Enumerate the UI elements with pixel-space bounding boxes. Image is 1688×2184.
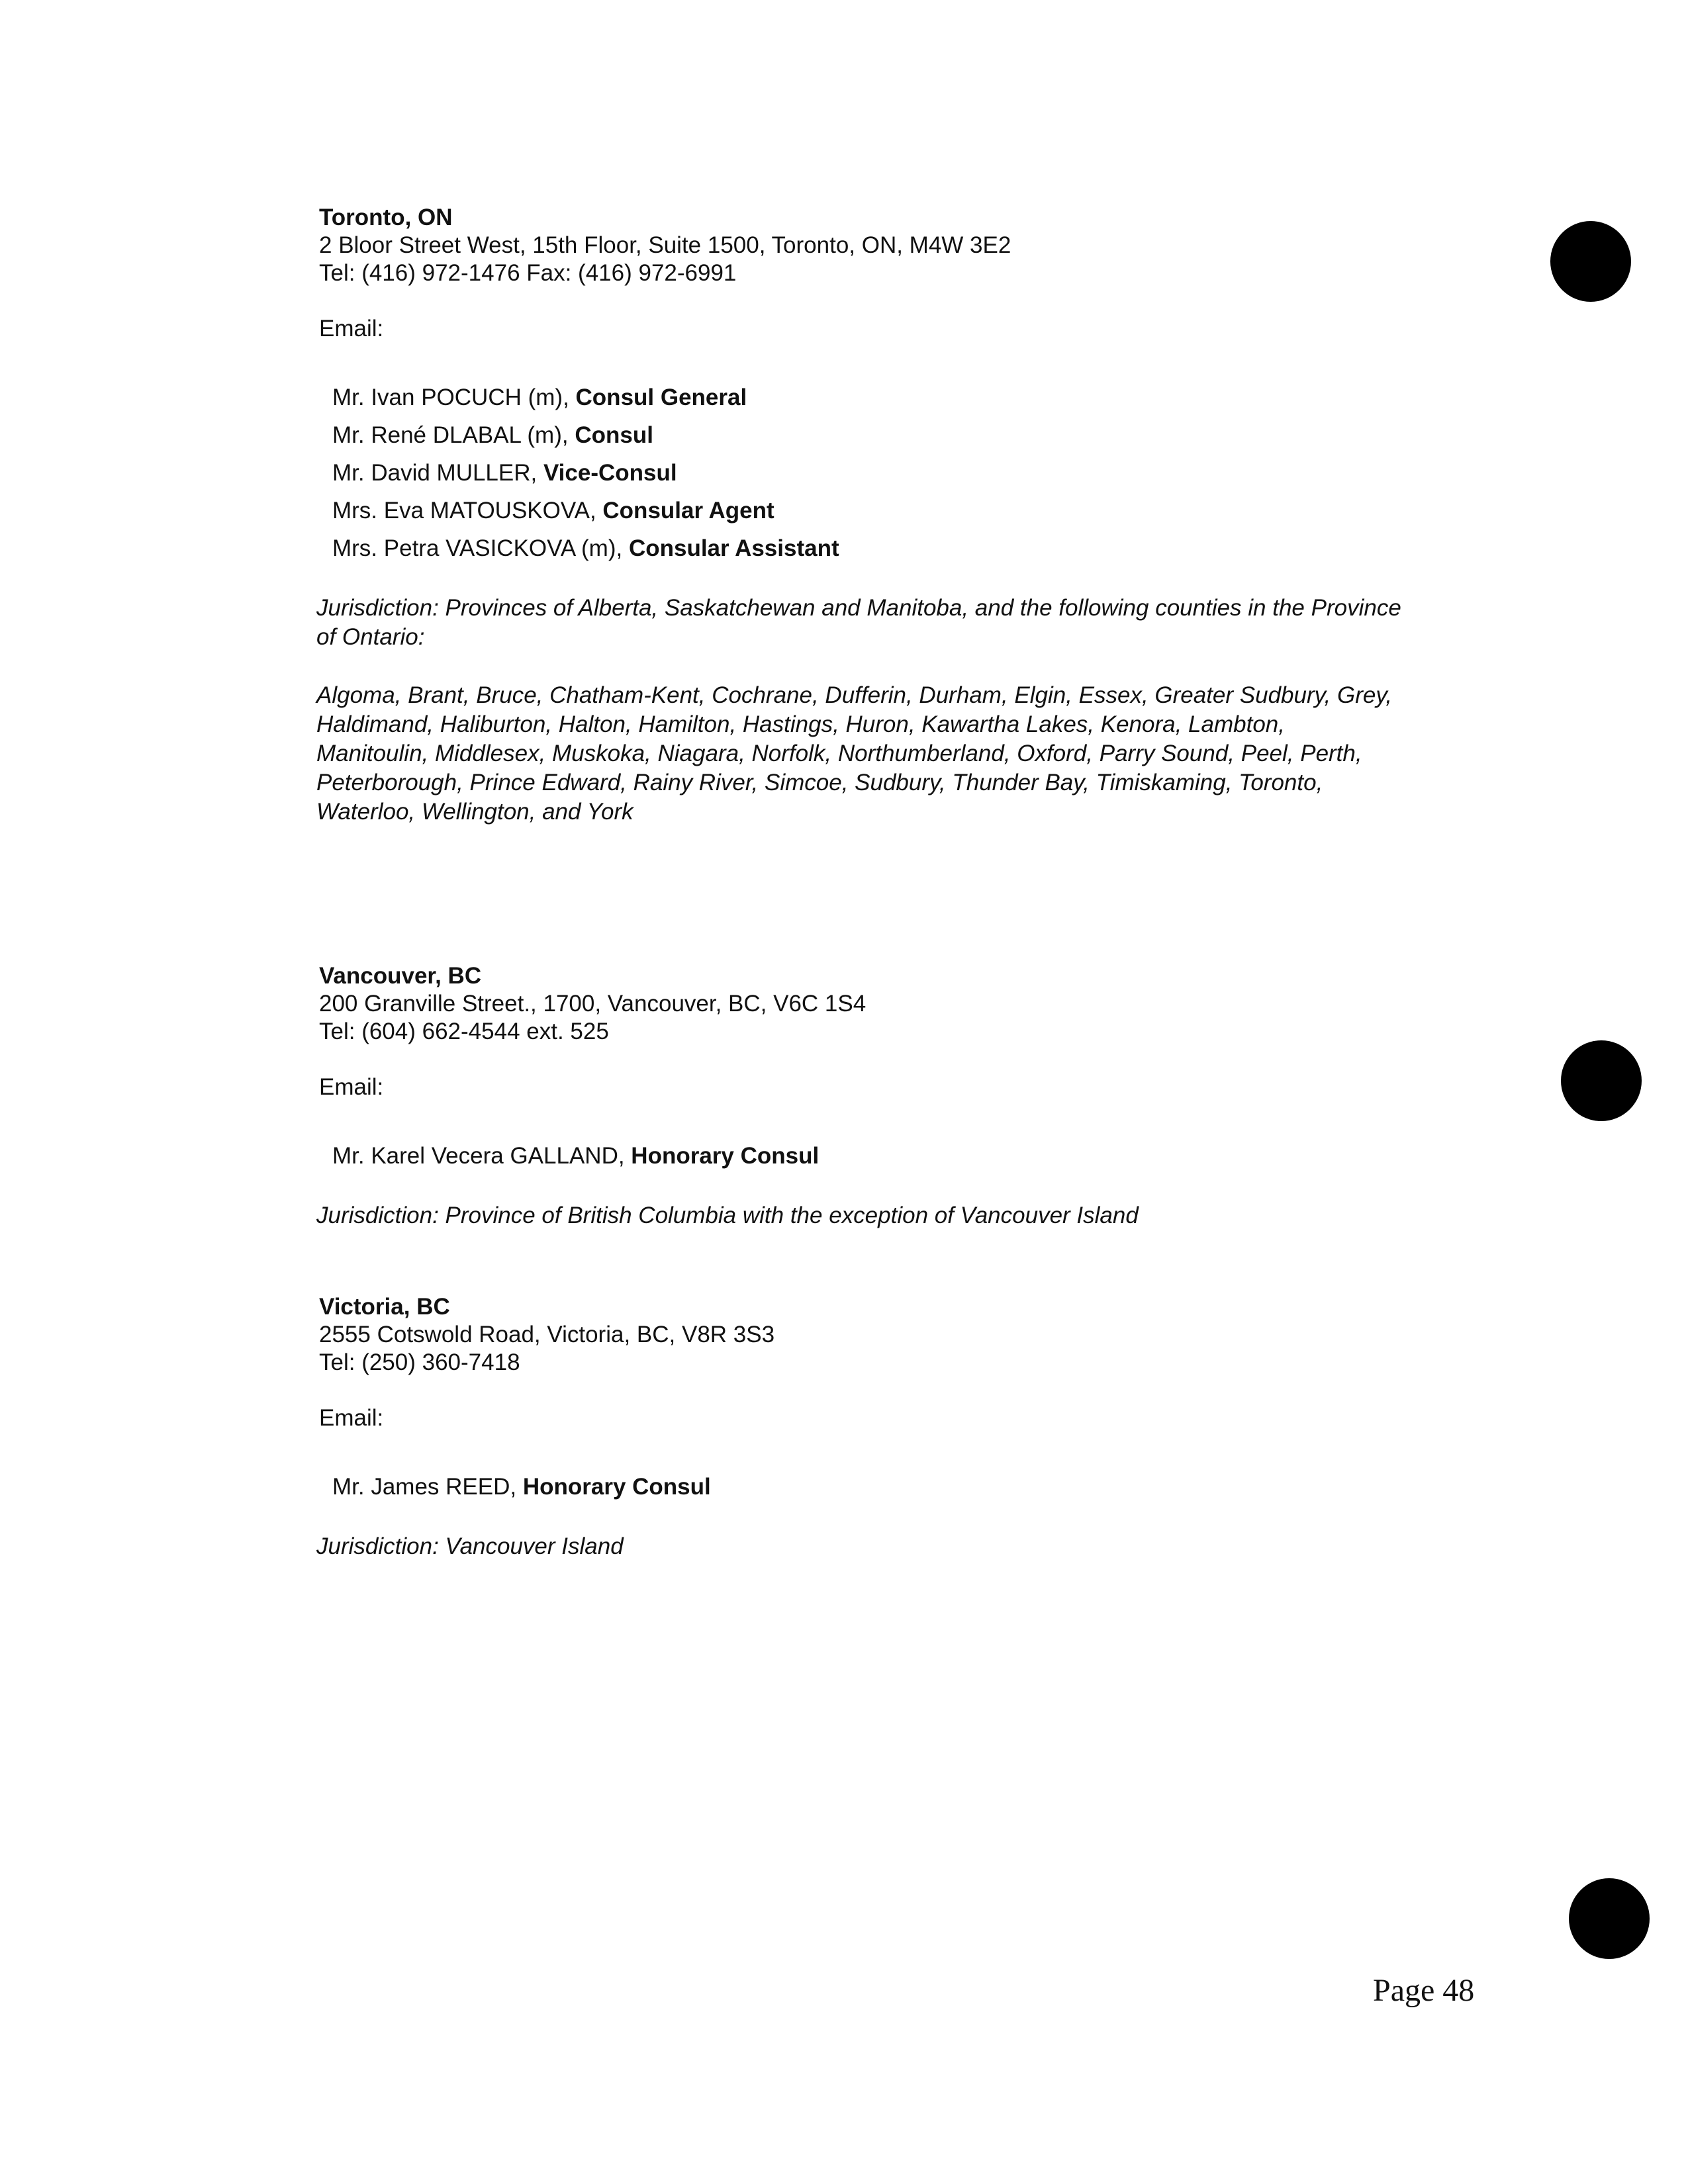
staff-member [332,1137,1411,1175]
staff-title: Consul General [575,385,747,410]
punch-hole [1550,221,1631,302]
staff-title: Honorary Consul [631,1143,820,1169]
office-city: Victoria, BC [319,1294,450,1320]
office-toronto [316,204,1411,827]
jurisdiction-counties: Algoma, Brant, Bruce, Chatham-Kent, Cochrane, Dufferin, Durham, Elgin, Essex, Greater Sudbury, Grey, Haldimand, Haliburton, Halton, Hamilton, Hastings, Huron, Kawartha Lakes, Kenora, Lambton, Manitoulin, Middlesex, Muskoka, Niagara, Norfolk, Northumberland, Oxford, Parry Sound, Peel, Perth, Peterborough, Prince Edward, Rainy River, Simcoe, Sudbury, Thunder Bay, Timiskaming, Toronto, Waterloo, Wellington, and York [316,682,1392,825]
office-victoria [316,1293,1411,1561]
office-jurisdiction: Jurisdiction: Province of British Columbia with the exception of Vancouver Island [316,1203,1139,1228]
staff-name: Mr. René DLABAL (m), [332,422,575,448]
office-jurisdiction: Jurisdiction: Provinces of Alberta, Saskatchewan and Manitoba, and the following counties in the Province of Ontario: [316,595,1401,650]
office-email-label: Email: [319,1074,384,1100]
punch-hole [1561,1040,1642,1121]
office-phone: Tel: (416) 972-1476 Fax: (416) 972-6991 [319,260,737,286]
staff-title: Consul [575,422,653,448]
staff-member [332,492,1411,529]
staff-member [332,454,1411,492]
staff-member [332,529,1411,567]
office-city: Vancouver, BC [319,963,482,989]
office-email-label: Email: [319,1405,384,1431]
staff-title: Consular Assistant [628,535,839,561]
staff-title: Vice-Consul [543,460,677,486]
office-vancouver [316,962,1411,1230]
page-number: Page 48 [1373,1973,1475,2008]
staff-list [332,1468,1411,1506]
office-phone: Tel: (604) 662-4544 ext. 525 [319,1019,609,1044]
staff-list [332,379,1411,567]
staff-title: Consular Agent [602,498,774,523]
staff-name: Mr. Ivan POCUCH (m), [332,385,576,410]
staff-member [332,1468,1411,1506]
office-phone: Tel: (250) 360-7418 [319,1349,520,1375]
staff-title: Honorary Consul [522,1474,711,1500]
office-address: 2555 Cotswold Road, Victoria, BC, V8R 3S3 [319,1322,775,1347]
office-address: 200 Granville Street., 1700, Vancouver, BC, V6C 1S4 [319,991,867,1017]
staff-member [332,379,1411,416]
staff-name: Mrs. Eva MATOUSKOVA, [332,498,603,523]
staff-name: Mr. David MULLER, [332,460,543,486]
punch-hole [1569,1878,1650,1959]
office-email-label: Email: [319,316,384,341]
office-jurisdiction: Jurisdiction: Vancouver Island [316,1533,624,1559]
staff-name: Mr. James REED, [332,1474,523,1500]
staff-name: Mrs. Petra VASICKOVA (m), [332,535,629,561]
staff-name: Mr. Karel Vecera GALLAND, [332,1143,632,1169]
staff-list [332,1137,1411,1175]
office-city: Toronto, ON [319,205,453,230]
staff-member [332,416,1411,454]
office-address: 2 Bloor Street West, 15th Floor, Suite 1500, Toronto, ON, M4W 3E2 [319,232,1011,258]
